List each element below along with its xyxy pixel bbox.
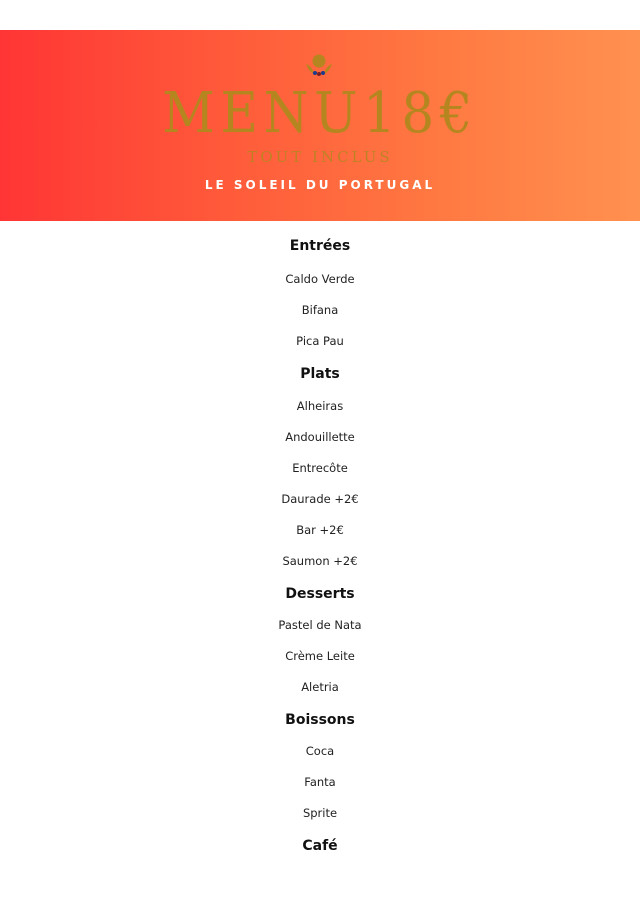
header-banner [0, 30, 640, 221]
sun-logo-icon [302, 52, 336, 80]
menu-item: Fanta [304, 775, 336, 789]
menu-item: Aletria [301, 680, 339, 694]
menu-item: Andouillette [285, 430, 355, 444]
menu-item: Daurade +2€ [281, 492, 359, 506]
menu-item: Pastel de Nata [278, 618, 362, 632]
menu-item: Entrecôte [292, 461, 348, 475]
section-heading-plats: Plats [300, 366, 340, 382]
restaurant-name: LE SOLEIL DU PORTUGAL [204, 178, 436, 192]
menu-item: Alheiras [296, 399, 344, 413]
menu-item: Pica Pau [296, 334, 344, 348]
menu-item: Caldo Verde [285, 272, 355, 286]
menu-item: Bar +2€ [296, 523, 344, 537]
menu-subtitle: TOUT INCLUS [247, 148, 393, 166]
menu-title: MENU18€ [162, 81, 478, 146]
menu-item: Coca [305, 744, 335, 758]
section-heading-entrees: Entrées [289, 238, 351, 254]
menu-item: Crème Leite [285, 649, 355, 663]
section-heading-desserts: Desserts [285, 586, 355, 602]
section-heading-cafe: Café [302, 838, 338, 854]
menu-item: Sprite [302, 806, 338, 820]
section-heading-boissons: Boissons [285, 712, 355, 728]
menu-item: Saumon +2€ [282, 554, 358, 568]
menu-item: Bifana [301, 303, 339, 317]
